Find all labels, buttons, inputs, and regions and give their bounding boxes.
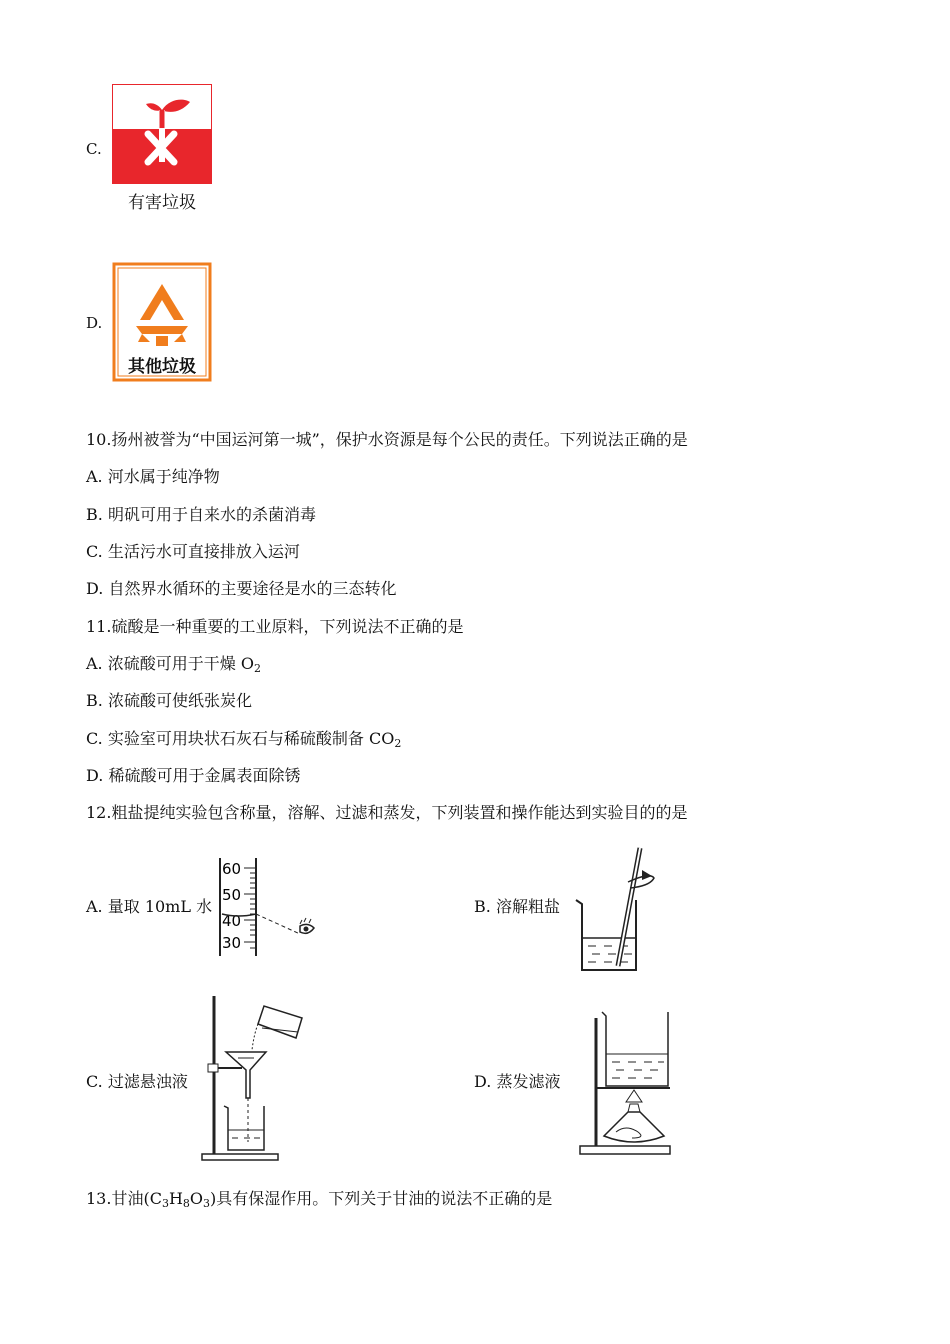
- harmful-waste-caption: 有害垃圾: [128, 193, 196, 213]
- q10-option-b-letter: B.: [86, 505, 103, 524]
- q11-option-a-letter: A.: [86, 654, 103, 673]
- q13-h: H: [168, 1189, 183, 1208]
- q10-option-d: [86, 579, 396, 599]
- q11-stem: 11.硫酸是一种重要的工业原料，下列说法不正确的是: [86, 617, 464, 636]
- q11-option-b: [86, 691, 252, 711]
- q12-option-b-text: 溶解粗盐: [495, 897, 560, 916]
- filtration-figure: [198, 994, 308, 1164]
- other-waste-sign: [112, 262, 212, 382]
- other-waste-caption: 其他垃圾: [128, 357, 196, 377]
- cylinder-tick-50: 50: [222, 886, 242, 904]
- q11-option-d-text: 稀硫酸可用于金属表面除锈: [108, 766, 301, 785]
- q12-option-d: [474, 1072, 560, 1092]
- q11-option-a-sub: 2: [253, 662, 261, 675]
- q12-option-b: [474, 897, 560, 917]
- q12-option-d-letter: D.: [474, 1072, 492, 1091]
- q10-option-b: [86, 505, 316, 525]
- q11-option-c-letter: C.: [86, 729, 103, 748]
- eye-icon: [300, 918, 314, 933]
- q13-stem-pre: 13.甘油(C: [86, 1189, 162, 1208]
- cylinder-tick-40: 40: [222, 912, 242, 930]
- q13-sub-o: 3: [203, 1197, 211, 1210]
- q10-option-a-letter: A.: [86, 467, 103, 486]
- option-d-letter: D.: [86, 314, 103, 332]
- beaker-stirring-figure: [570, 842, 670, 976]
- evaporation-figure: [576, 1008, 676, 1158]
- q12-option-a-text: 量取 10mL 水: [107, 897, 213, 916]
- q12-option-a-letter: A.: [86, 897, 103, 916]
- q12-option-a: [86, 897, 212, 917]
- q12-option-b-letter: B.: [474, 897, 491, 916]
- q10-option-c: [86, 542, 300, 562]
- harmful-waste-icon: [112, 84, 212, 184]
- harmful-waste-sign: [112, 84, 212, 214]
- q13-stem-post: )具有保湿作用。下列关于甘油的说法不正确的是: [210, 1189, 553, 1208]
- q12-stem: 12.粗盐提纯实验包含称量，溶解、过滤和蒸发，下列装置和操作能达到实验目的的是: [86, 803, 688, 822]
- measuring-cylinder-figure: [214, 854, 324, 960]
- q10-option-a: [86, 467, 220, 487]
- q11-option-a: [86, 654, 261, 674]
- q10-option-d-text: 自然界水循环的主要途径是水的三态转化: [108, 579, 397, 598]
- cylinder-tick-30: 30: [222, 934, 242, 952]
- q12-option-c-letter: C.: [86, 1072, 103, 1091]
- q10-option-d-letter: D.: [86, 579, 104, 598]
- q11-option-b-text: 浓硫酸可使纸张炭化: [107, 691, 252, 710]
- q10-option-c-text: 生活污水可直接排放入运河: [107, 542, 300, 561]
- q10-stem: 10.扬州被誉为“中国运河第一城”，保护水资源是每个公民的责任。下列说法正确的是: [86, 430, 688, 449]
- q11-option-b-letter: B.: [86, 691, 103, 710]
- q12-option-c: [86, 1072, 188, 1092]
- q11-option-d-letter: D.: [86, 766, 104, 785]
- q12-option-d-text: 蒸发滤液: [496, 1072, 561, 1091]
- cylinder-tick-60: 60: [222, 860, 242, 878]
- q10-option-a-text: 河水属于纯净物: [107, 467, 220, 486]
- q11-option-c: [86, 729, 401, 749]
- q13-o: O: [189, 1189, 204, 1208]
- q10-option-b-text: 明矾可用于自来水的杀菌消毒: [107, 505, 316, 524]
- q10-option-c-letter: C.: [86, 542, 103, 561]
- q11-option-c-sub: 2: [394, 737, 402, 750]
- q13-stem: [86, 1189, 552, 1209]
- q11-option-c-text: 实验室可用块状石灰石与稀硫酸制备 CO: [107, 729, 395, 748]
- q12-option-c-text: 过滤悬浊液: [107, 1072, 188, 1091]
- option-c-letter: C.: [86, 140, 102, 158]
- q13-sub-c: 3: [161, 1197, 169, 1210]
- q11-option-a-text: 浓硫酸可用于干燥 O: [107, 654, 254, 673]
- q13-sub-h: 8: [182, 1197, 190, 1210]
- q11-option-d: [86, 766, 300, 786]
